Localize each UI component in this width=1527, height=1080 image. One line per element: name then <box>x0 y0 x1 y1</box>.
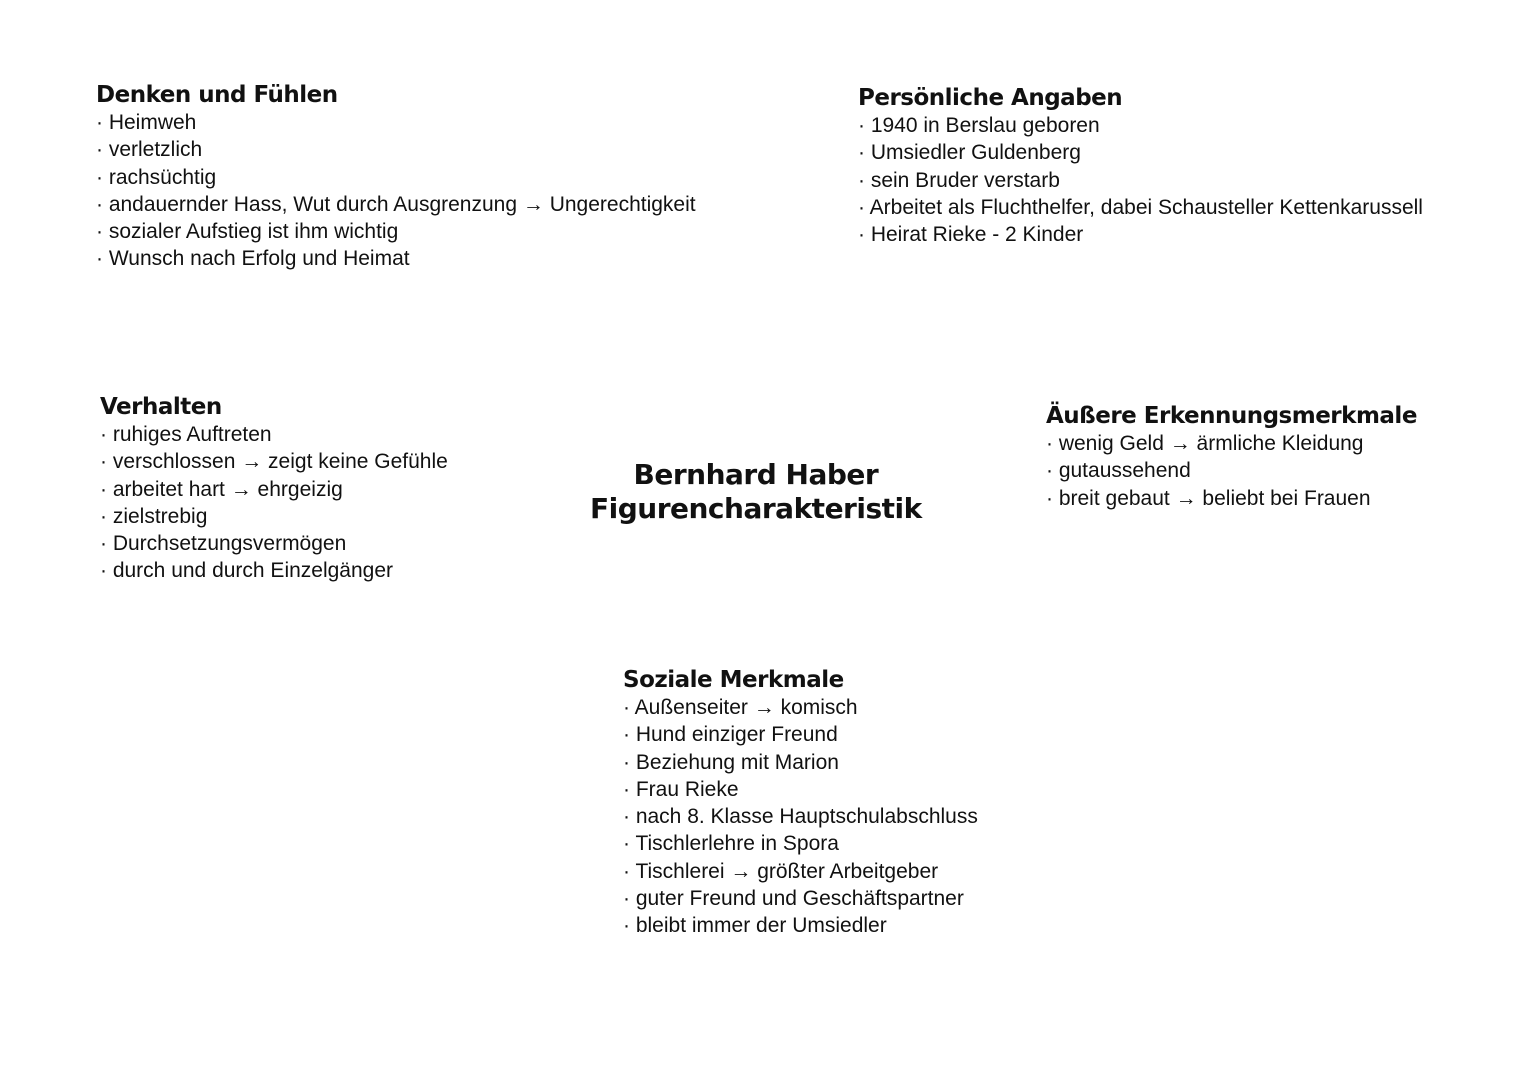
section-heading: Soziale Merkmale <box>623 667 844 693</box>
title-subtitle: Figurencharakteristik <box>590 492 922 525</box>
section-verhalten <box>100 393 448 585</box>
list-item: · bleibt immer der Umsiedler <box>623 912 978 939</box>
list-item: · breit gebaut → beliebt bei Frauen <box>1046 485 1417 512</box>
list-item: · sein Bruder verstarb <box>858 167 1423 194</box>
list-item: · sozialer Aufstieg ist ihm wichtig <box>96 218 696 245</box>
list-item: · Heimweh <box>96 109 696 136</box>
list-item: · Durchsetzungsvermögen <box>100 530 448 557</box>
bullet-list <box>100 421 448 585</box>
bullet-list <box>1046 430 1417 512</box>
list-item: · Tischlerei → größter Arbeitgeber <box>623 858 978 885</box>
list-item: · Wunsch nach Erfolg und Heimat <box>96 245 696 272</box>
bullet-list <box>623 694 978 940</box>
list-item: · Tischlerlehre in Spora <box>623 830 978 857</box>
section-aeussere-merkmale <box>1046 402 1417 512</box>
list-item: · andauernder Hass, Wut durch Ausgrenzung → Ungerechtigkeit <box>96 191 696 218</box>
section-soziale-merkmale <box>623 666 978 940</box>
list-item: · arbeitet hart → ehrgeizig <box>100 476 448 503</box>
list-item: · Umsiedler Guldenberg <box>858 139 1423 166</box>
bullet-list <box>96 109 696 273</box>
list-item: · Heirat Rieke - 2 Kinder <box>858 221 1423 248</box>
list-item: · Frau Rieke <box>623 776 978 803</box>
section-heading: Verhalten <box>100 394 222 420</box>
list-item: · 1940 in Berslau geboren <box>858 112 1423 139</box>
list-item: · zielstrebig <box>100 503 448 530</box>
section-heading: Äußere Erkennungsmerkmale <box>1046 403 1417 429</box>
list-item: · verletzlich <box>96 136 696 163</box>
section-denken-fuehlen <box>96 81 696 273</box>
section-heading: Denken und Fühlen <box>96 82 338 108</box>
list-item: · durch und durch Einzelgänger <box>100 557 448 584</box>
list-item: · Hund einziger Freund <box>623 721 978 748</box>
section-heading: Persönliche Angaben <box>858 85 1123 111</box>
list-item: · ruhiges Auftreten <box>100 421 448 448</box>
section-persoenliche-angaben <box>858 84 1423 248</box>
list-item: · wenig Geld → ärmliche Kleidung <box>1046 430 1417 457</box>
page-title <box>590 458 922 526</box>
list-item: · verschlossen → zeigt keine Gefühle <box>100 448 448 475</box>
list-item: · nach 8. Klasse Hauptschulabschluss <box>623 803 978 830</box>
list-item: · Beziehung mit Marion <box>623 749 978 776</box>
list-item: · rachsüchtig <box>96 164 696 191</box>
list-item: · gutaussehend <box>1046 457 1417 484</box>
bullet-list <box>858 112 1423 248</box>
list-item: · Arbeitet als Fluchthelfer, dabei Schausteller Kettenkarussell <box>858 194 1423 221</box>
list-item: · Außenseiter → komisch <box>623 694 978 721</box>
title-name: Bernhard Haber <box>633 458 879 491</box>
list-item: · guter Freund und Geschäftspartner <box>623 885 978 912</box>
